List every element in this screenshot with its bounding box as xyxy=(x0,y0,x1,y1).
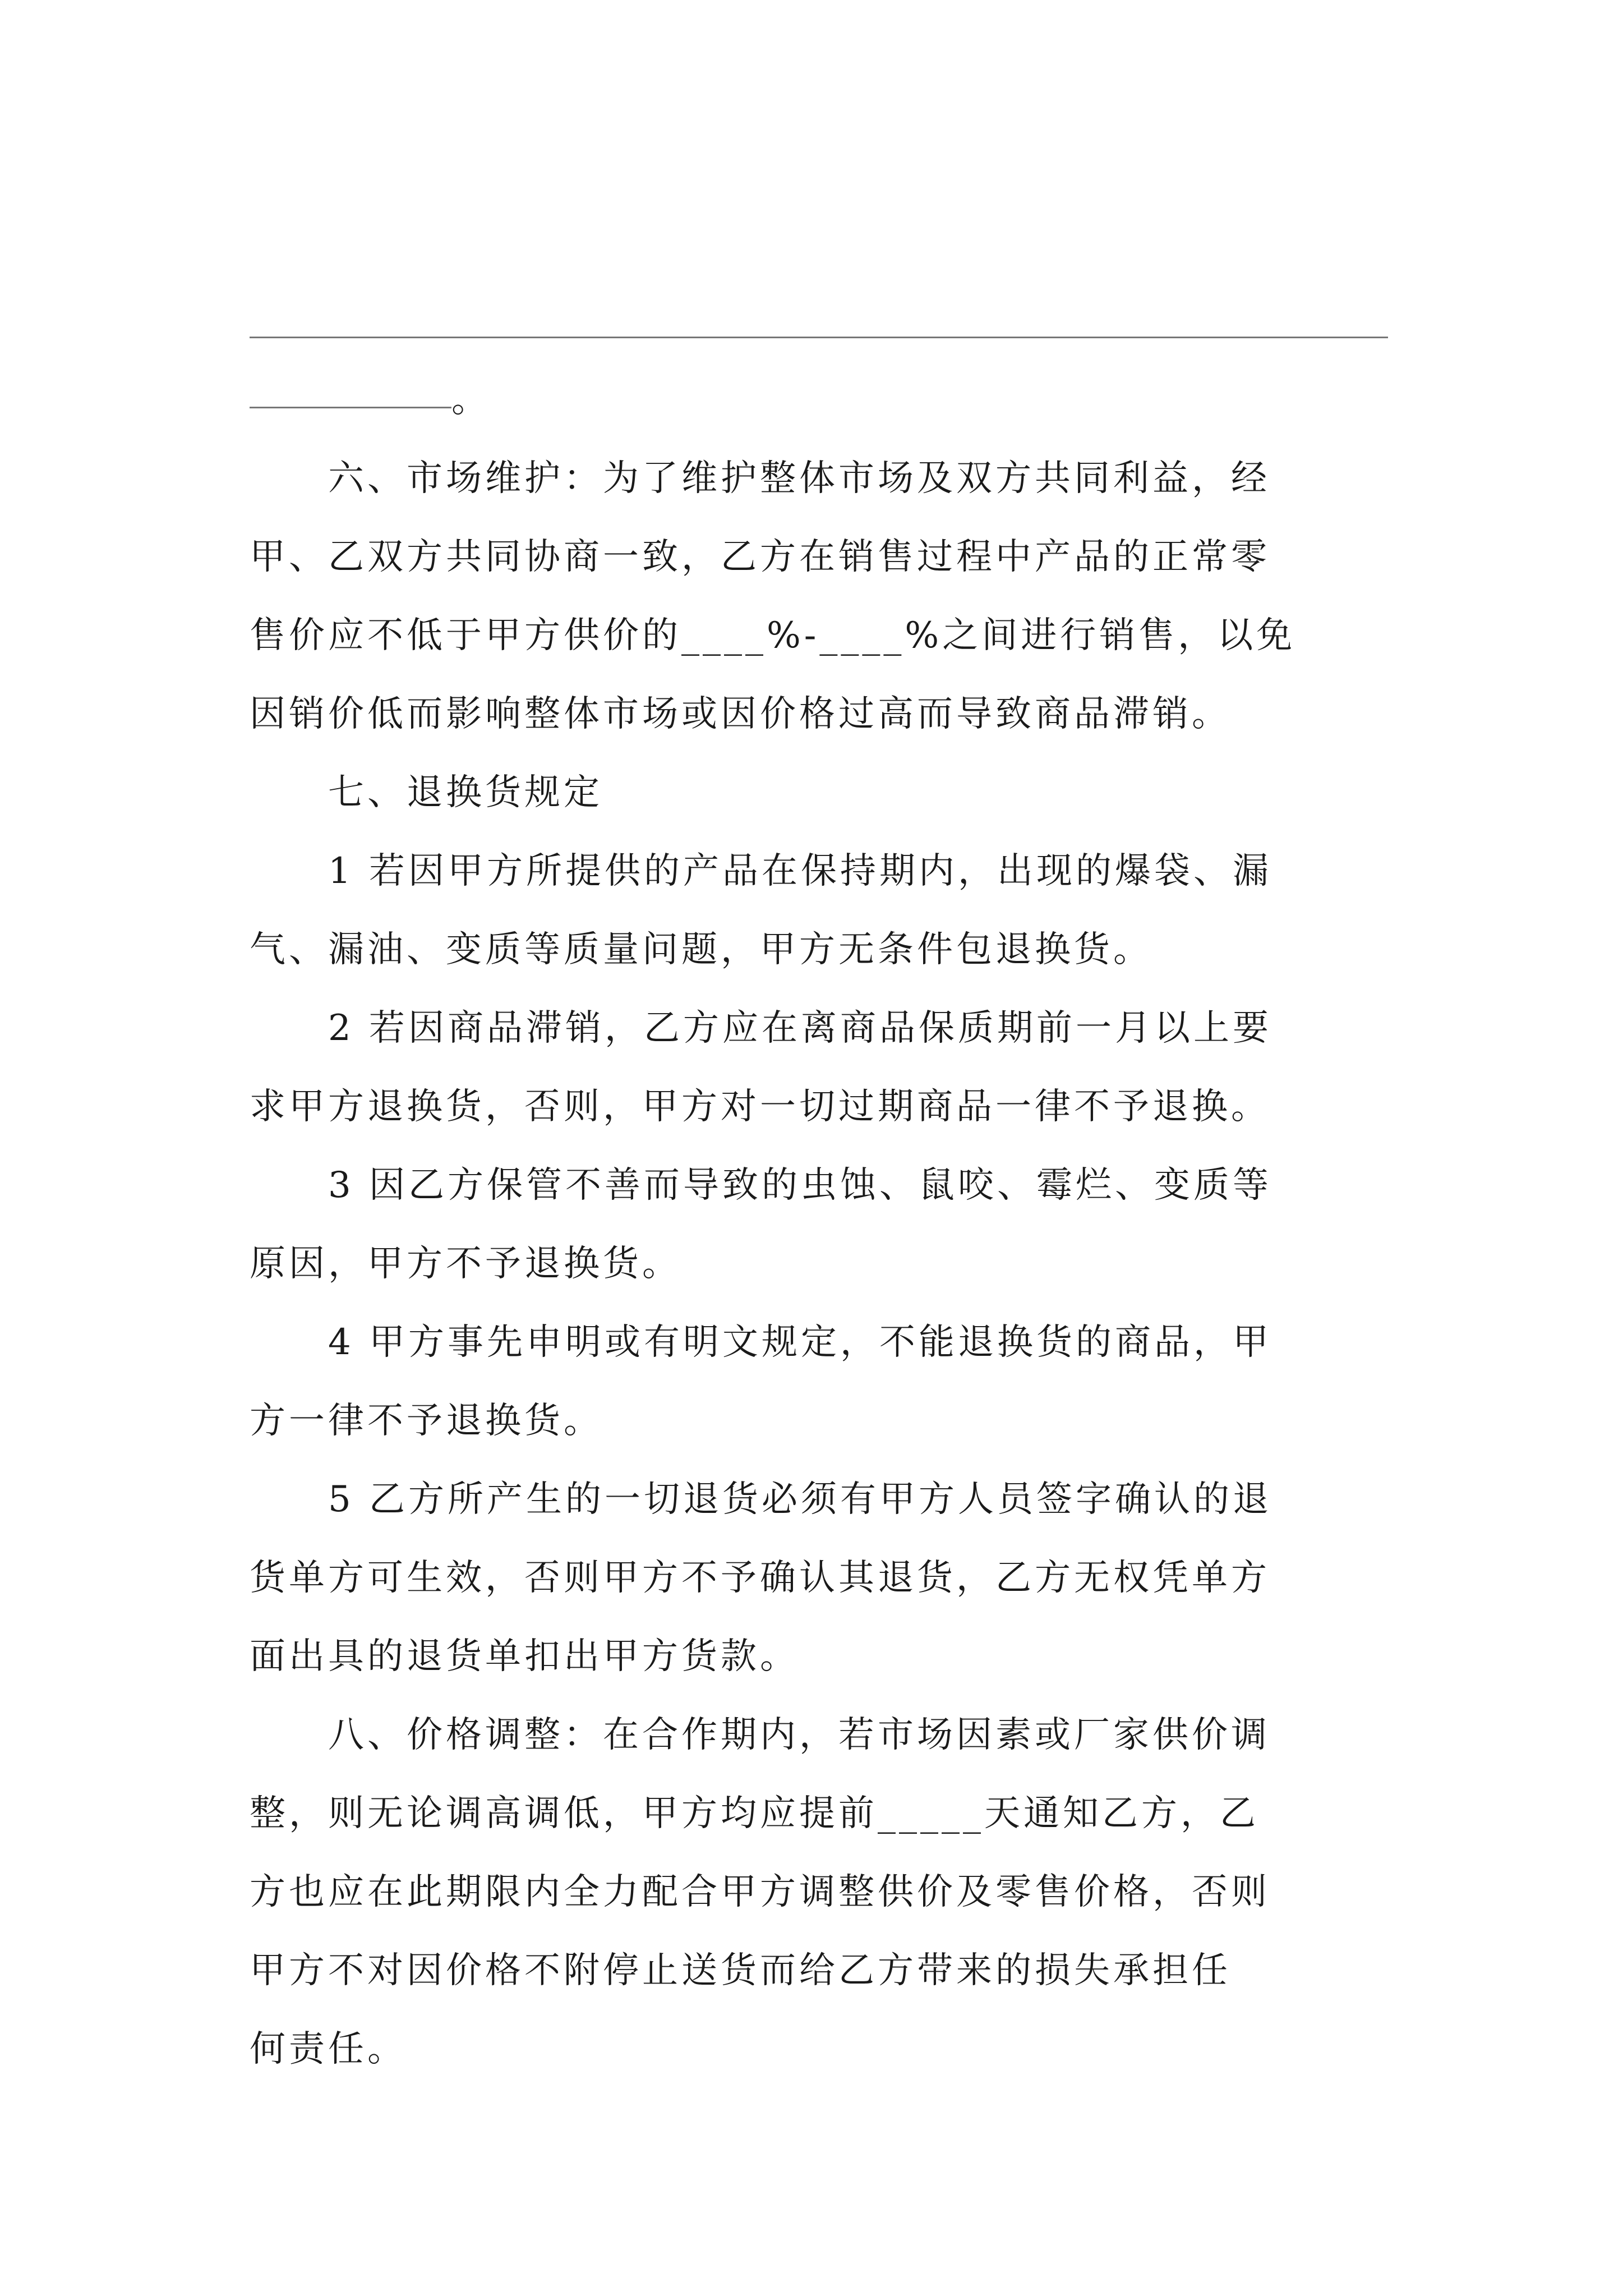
document-body xyxy=(250,264,1388,2088)
text-line: 方也应在此期限内全力配合甲方调整供价及零售价格，否则 xyxy=(250,1871,1270,1913)
text-line: 求甲方退换货，否则，甲方对一切过期商品一律不予退换。 xyxy=(250,1086,1270,1128)
text-line: 甲方不对因价格不附停止送货而给乙方带来的损失承担任 xyxy=(250,1950,1231,1991)
text-line xyxy=(250,361,1388,439)
text-line: 5 乙方所产生的一切退货必须有甲方人员签字确认的退 xyxy=(250,1479,1272,1520)
section-heading: 七、退换货规定 xyxy=(250,772,603,813)
text-line: 甲、乙双方共同协商一致，乙方在销售过程中产品的正常零 xyxy=(250,536,1270,578)
text-line: 整，则无论调高调低，甲方均应提前_____天通知乙方，乙 xyxy=(250,1793,1259,1834)
text-line: 六、市场维护：为了维护整体市场及双方共同利益，经 xyxy=(250,458,1270,499)
text-line: 面出具的退货单扣出甲方货款。 xyxy=(250,1636,799,1677)
text-line: 3 因乙方保管不善而导致的虫蚀、鼠咬、霉烂、变质等 xyxy=(250,1165,1272,1206)
text-line: 4 甲方事先申明或有明文规定，不能退换货的商品，甲 xyxy=(250,1322,1272,1363)
text-line: 货单方可生效，否则甲方不予确认其退货，乙方无权凭单方 xyxy=(250,1557,1270,1599)
text-line: 方一律不予退换货。 xyxy=(250,1400,603,1442)
line-ending: 。 xyxy=(451,379,491,421)
text-line: 售价应不低于甲方供价的____%-____%之间进行销售，以免 xyxy=(250,615,1296,656)
text-line: 1 若因甲方所提供的产品在保持期内，出现的爆袋、漏 xyxy=(250,850,1272,892)
text-line: 何责任。 xyxy=(250,2028,407,2070)
text-line: 因销价低而影响整体市场或因价格过高而导致商品滞销。 xyxy=(250,693,1231,735)
text-line: 原因，甲方不予退换货。 xyxy=(250,1243,681,1285)
text-line: 2 若因商品滞销，乙方应在离商品保质期前一月以上要 xyxy=(250,1007,1272,1049)
fill-in-blank-line xyxy=(250,337,1388,338)
text-line: 八、价格调整：在合作期内，若市场因素或厂家供价调 xyxy=(250,1714,1270,1756)
fill-in-blank xyxy=(250,407,451,408)
text-line: 气、漏油、变质等质量问题，甲方无条件包退换货。 xyxy=(250,929,1152,970)
